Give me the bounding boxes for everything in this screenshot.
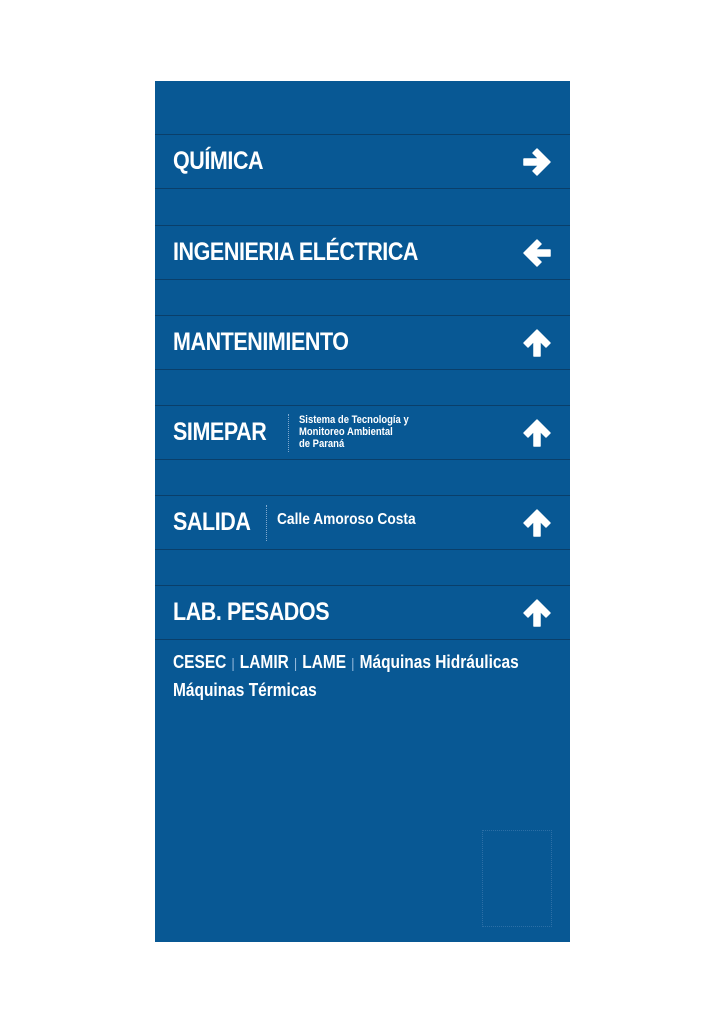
divider: |	[293, 655, 298, 671]
lab-cesec: CESEC	[173, 652, 227, 672]
description-line: Sistema de Tecnología y	[299, 414, 409, 426]
destination-label: MANTENIMIENTO	[173, 328, 349, 356]
arrow-left-icon	[521, 237, 553, 269]
labs-line-1	[173, 649, 519, 677]
salida-description: Calle Amoroso Costa	[277, 511, 416, 528]
sign-row-mantenimiento	[155, 315, 570, 370]
divider	[266, 505, 267, 541]
labs-list	[173, 649, 519, 704]
sign-row-salida	[155, 495, 570, 550]
arrow-right-icon	[521, 146, 553, 178]
destination-label: QUÍMICA	[173, 147, 264, 175]
lab-lame: LAME	[302, 652, 347, 672]
sign-row-quimica	[155, 134, 570, 189]
destination-label: SALIDA	[173, 508, 251, 536]
lab-maquinas-hidraulicas: Máquinas Hidráulicas	[359, 652, 519, 672]
destination-label: INGENIERIA ELÉCTRICA	[173, 238, 419, 266]
arrow-up-icon	[521, 597, 553, 629]
sign-row-lab-pesados	[155, 585, 570, 640]
simepar-description	[299, 414, 409, 450]
divider	[288, 414, 289, 452]
lab-lamir: LAMIR	[239, 652, 289, 672]
sign-row-simepar	[155, 405, 570, 460]
divider: |	[351, 655, 355, 671]
labs-line-2: Máquinas Térmicas	[173, 680, 317, 700]
arrow-up-icon	[521, 327, 553, 359]
mounting-plate-outline	[482, 830, 552, 927]
destination-label: LAB. PESADOS	[173, 598, 330, 626]
destination-label: SIMEPAR	[173, 418, 267, 446]
arrow-up-icon	[521, 507, 553, 539]
directional-sign	[155, 81, 570, 942]
description-line: Monitoreo Ambiental	[299, 426, 393, 438]
divider: |	[231, 655, 235, 671]
description-line: de Paraná	[299, 438, 345, 450]
sign-row-ingenieria-electrica	[155, 225, 570, 280]
arrow-up-icon	[521, 417, 553, 449]
